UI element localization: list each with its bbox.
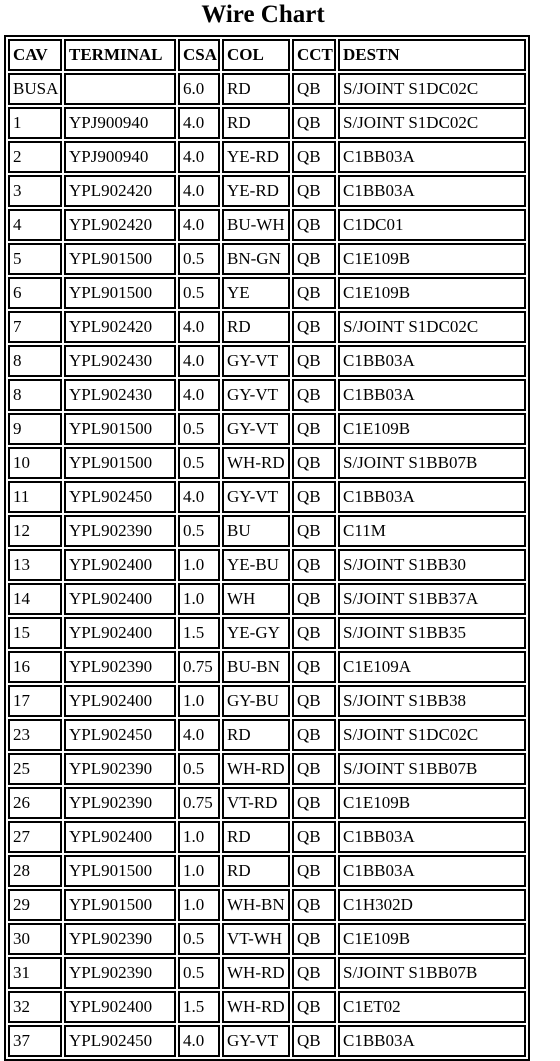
cell-cav: 26 (8, 787, 62, 819)
cell-destn: S/JOINT S1BB30 (338, 549, 526, 581)
table-body (8, 73, 526, 1057)
cell-csa: 1.0 (178, 583, 220, 615)
table-row (8, 923, 526, 955)
cell-csa: 0.75 (178, 787, 220, 819)
column-header-terminal: TERMINAL (64, 39, 176, 71)
cell-destn: C11M (338, 515, 526, 547)
cell-terminal: YPL901500 (64, 413, 176, 445)
cell-terminal: YPL902420 (64, 209, 176, 241)
cell-cav: 27 (8, 821, 62, 853)
cell-csa: 0.5 (178, 243, 220, 275)
cell-cct: QB (292, 1025, 336, 1057)
cell-col: VT-WH (222, 923, 290, 955)
page-title: Wire Chart (201, 1, 325, 28)
cell-terminal: YPL901500 (64, 889, 176, 921)
cell-terminal: YPL902400 (64, 991, 176, 1023)
cell-csa: 1.5 (178, 991, 220, 1023)
cell-cct: QB (292, 549, 336, 581)
cell-destn: C1BB03A (338, 821, 526, 853)
cell-cav: 9 (8, 413, 62, 445)
cell-cct: QB (292, 141, 336, 173)
cell-cav: 8 (8, 345, 62, 377)
cell-csa: 1.0 (178, 855, 220, 887)
cell-col: GY-BU (222, 685, 290, 717)
cell-destn: C1ET02 (338, 991, 526, 1023)
cell-csa: 4.0 (178, 379, 220, 411)
cell-col: WH (222, 583, 290, 615)
cell-cav: 2 (8, 141, 62, 173)
cell-col: YE-RD (222, 141, 290, 173)
cell-destn: C1DC01 (338, 209, 526, 241)
cell-cct: QB (292, 481, 336, 513)
cell-col: GY-VT (222, 413, 290, 445)
cell-col: YE (222, 277, 290, 309)
cell-cct: QB (292, 107, 336, 139)
cell-terminal: YPL902390 (64, 515, 176, 547)
table-row (8, 379, 526, 411)
cell-col: GY-VT (222, 1025, 290, 1057)
cell-cct: QB (292, 447, 336, 479)
cell-csa: 6.0 (178, 73, 220, 105)
cell-destn: C1BB03A (338, 141, 526, 173)
table-row (8, 515, 526, 547)
cell-csa: 0.5 (178, 515, 220, 547)
cell-cct: QB (292, 957, 336, 989)
cell-terminal: YPL902390 (64, 957, 176, 989)
cell-terminal: YPL902450 (64, 1025, 176, 1057)
cell-csa: 1.0 (178, 889, 220, 921)
cell-destn: S/JOINT S1DC02C (338, 73, 526, 105)
column-header-col: COL (222, 39, 290, 71)
cell-cav: 13 (8, 549, 62, 581)
cell-cav: 23 (8, 719, 62, 751)
table-row (8, 617, 526, 649)
cell-destn: C1BB03A (338, 379, 526, 411)
cell-destn: C1E109B (338, 243, 526, 275)
cell-destn: C1BB03A (338, 175, 526, 207)
table-row (8, 73, 526, 105)
table-row (8, 957, 526, 989)
cell-terminal: YPL901500 (64, 447, 176, 479)
cell-destn: C1E109B (338, 277, 526, 309)
cell-destn: C1E109B (338, 787, 526, 819)
cell-destn: C1E109A (338, 651, 526, 683)
cell-col: VT-RD (222, 787, 290, 819)
cell-terminal: YPL901500 (64, 277, 176, 309)
cell-cav: 3 (8, 175, 62, 207)
cell-cav: BUSA (8, 73, 62, 105)
cell-cct: QB (292, 311, 336, 343)
cell-destn: C1E109B (338, 923, 526, 955)
cell-terminal: YPL902450 (64, 481, 176, 513)
cell-cct: QB (292, 889, 336, 921)
table-row (8, 447, 526, 479)
table-row (8, 1025, 526, 1057)
table-row (8, 413, 526, 445)
cell-cct: QB (292, 73, 336, 105)
cell-cct: QB (292, 345, 336, 377)
cell-destn: S/JOINT S1DC02C (338, 311, 526, 343)
cell-csa: 0.75 (178, 651, 220, 683)
cell-col: WH-RD (222, 991, 290, 1023)
table-row (8, 209, 526, 241)
cell-cct: QB (292, 855, 336, 887)
cell-cav: 28 (8, 855, 62, 887)
cell-cct: QB (292, 209, 336, 241)
cell-csa: 4.0 (178, 141, 220, 173)
cell-csa: 4.0 (178, 719, 220, 751)
cell-csa: 1.5 (178, 617, 220, 649)
cell-terminal: YPL902400 (64, 583, 176, 615)
cell-col: RD (222, 107, 290, 139)
cell-cav: 10 (8, 447, 62, 479)
cell-cct: QB (292, 787, 336, 819)
cell-terminal: YPL902420 (64, 311, 176, 343)
cell-terminal: YPJ900940 (64, 141, 176, 173)
cell-col: GY-VT (222, 345, 290, 377)
cell-destn: S/JOINT S1DC02C (338, 719, 526, 751)
cell-terminal: YPL902390 (64, 787, 176, 819)
cell-csa: 0.5 (178, 957, 220, 989)
cell-col: WH-RD (222, 753, 290, 785)
cell-cct: QB (292, 583, 336, 615)
table-row (8, 549, 526, 581)
cell-csa: 4.0 (178, 345, 220, 377)
cell-destn: C1BB03A (338, 1025, 526, 1057)
cell-csa: 1.0 (178, 549, 220, 581)
cell-col: GY-VT (222, 481, 290, 513)
table-row (8, 651, 526, 683)
cell-csa: 4.0 (178, 1025, 220, 1057)
cell-csa: 0.5 (178, 447, 220, 479)
cell-cct: QB (292, 651, 336, 683)
cell-csa: 0.5 (178, 753, 220, 785)
cell-cav: 5 (8, 243, 62, 275)
cell-terminal (64, 73, 176, 105)
cell-cav: 1 (8, 107, 62, 139)
table-row (8, 991, 526, 1023)
cell-cct: QB (292, 685, 336, 717)
column-header-cct: CCT (292, 39, 336, 71)
cell-col: GY-VT (222, 379, 290, 411)
cell-cav: 30 (8, 923, 62, 955)
cell-cav: 7 (8, 311, 62, 343)
table-row (8, 719, 526, 751)
cell-terminal: YPL902390 (64, 923, 176, 955)
cell-cct: QB (292, 277, 336, 309)
table-header (8, 39, 526, 71)
cell-col: RD (222, 73, 290, 105)
cell-destn: S/JOINT S1BB07B (338, 753, 526, 785)
cell-destn: C1BB03A (338, 345, 526, 377)
cell-terminal: YPL902450 (64, 719, 176, 751)
cell-csa: 0.5 (178, 413, 220, 445)
cell-col: BU (222, 515, 290, 547)
cell-col: RD (222, 719, 290, 751)
wire-chart-table (4, 35, 530, 1061)
cell-destn: S/JOINT S1BB38 (338, 685, 526, 717)
cell-cav: 8 (8, 379, 62, 411)
table-row (8, 141, 526, 173)
table-row (8, 889, 526, 921)
cell-cav: 29 (8, 889, 62, 921)
table-row (8, 345, 526, 377)
cell-destn: S/JOINT S1BB35 (338, 617, 526, 649)
cell-col: BU-BN (222, 651, 290, 683)
table-row (8, 855, 526, 887)
column-header-cav: CAV (8, 39, 62, 71)
cell-destn: C1H302D (338, 889, 526, 921)
table-row (8, 685, 526, 717)
cell-col: WH-BN (222, 889, 290, 921)
cell-cct: QB (292, 617, 336, 649)
cell-cct: QB (292, 243, 336, 275)
cell-col: WH-RD (222, 447, 290, 479)
cell-csa: 1.0 (178, 685, 220, 717)
cell-destn: S/JOINT S1BB37A (338, 583, 526, 615)
cell-terminal: YPL901500 (64, 855, 176, 887)
cell-terminal: YPL902400 (64, 821, 176, 853)
cell-cct: QB (292, 753, 336, 785)
cell-cav: 11 (8, 481, 62, 513)
cell-destn: S/JOINT S1BB07B (338, 447, 526, 479)
cell-destn: C1BB03A (338, 481, 526, 513)
cell-col: BN-GN (222, 243, 290, 275)
table-row (8, 481, 526, 513)
cell-destn: S/JOINT S1DC02C (338, 107, 526, 139)
cell-cav: 32 (8, 991, 62, 1023)
cell-csa: 4.0 (178, 175, 220, 207)
cell-cct: QB (292, 175, 336, 207)
cell-terminal: YPL902430 (64, 345, 176, 377)
cell-terminal: YPJ900940 (64, 107, 176, 139)
cell-destn: C1BB03A (338, 855, 526, 887)
cell-csa: 4.0 (178, 209, 220, 241)
cell-csa: 4.0 (178, 481, 220, 513)
cell-terminal: YPL902400 (64, 617, 176, 649)
cell-col: RD (222, 821, 290, 853)
cell-col: RD (222, 855, 290, 887)
cell-terminal: YPL902430 (64, 379, 176, 411)
cell-cav: 31 (8, 957, 62, 989)
cell-csa: 4.0 (178, 311, 220, 343)
cell-col: WH-RD (222, 957, 290, 989)
cell-cav: 16 (8, 651, 62, 683)
table-row (8, 583, 526, 615)
cell-col: RD (222, 311, 290, 343)
cell-cct: QB (292, 719, 336, 751)
table-row (8, 175, 526, 207)
cell-csa: 0.5 (178, 277, 220, 309)
cell-terminal: YPL902390 (64, 753, 176, 785)
cell-col: BU-WH (222, 209, 290, 241)
column-header-destn: DESTN (338, 39, 526, 71)
cell-cav: 6 (8, 277, 62, 309)
cell-cct: QB (292, 515, 336, 547)
cell-cav: 4 (8, 209, 62, 241)
table-row (8, 821, 526, 853)
table-row (8, 243, 526, 275)
table-row (8, 277, 526, 309)
cell-cav: 15 (8, 617, 62, 649)
cell-terminal: YPL902390 (64, 651, 176, 683)
cell-cav: 12 (8, 515, 62, 547)
cell-terminal: YPL902400 (64, 685, 176, 717)
cell-cav: 25 (8, 753, 62, 785)
cell-cct: QB (292, 923, 336, 955)
cell-cct: QB (292, 821, 336, 853)
cell-csa: 1.0 (178, 821, 220, 853)
cell-cct: QB (292, 379, 336, 411)
cell-col: YE-RD (222, 175, 290, 207)
table-row (8, 787, 526, 819)
cell-cav: 14 (8, 583, 62, 615)
cell-terminal: YPL901500 (64, 243, 176, 275)
cell-cav: 37 (8, 1025, 62, 1057)
cell-cav: 17 (8, 685, 62, 717)
header-row (8, 39, 526, 71)
table-row (8, 753, 526, 785)
column-header-csa: CSA (178, 39, 220, 71)
cell-csa: 0.5 (178, 923, 220, 955)
cell-destn: C1E109B (338, 413, 526, 445)
cell-terminal: YPL902400 (64, 549, 176, 581)
cell-cct: QB (292, 413, 336, 445)
cell-col: YE-GY (222, 617, 290, 649)
cell-terminal: YPL902420 (64, 175, 176, 207)
cell-csa: 4.0 (178, 107, 220, 139)
cell-col: YE-BU (222, 549, 290, 581)
cell-cct: QB (292, 991, 336, 1023)
table-row (8, 107, 526, 139)
cell-destn: S/JOINT S1BB07B (338, 957, 526, 989)
table-row (8, 311, 526, 343)
